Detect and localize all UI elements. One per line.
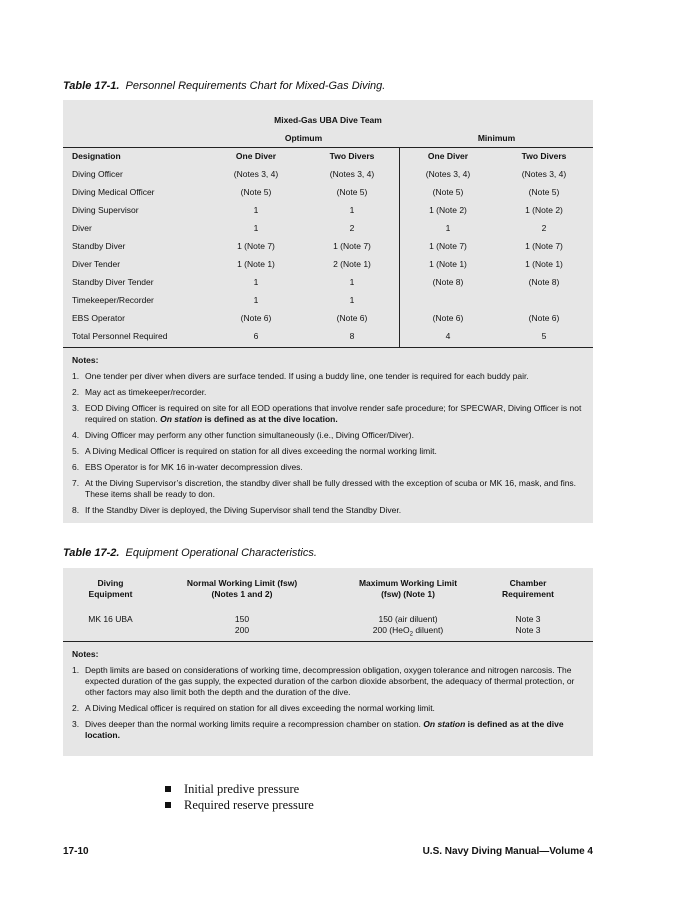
notes-rule xyxy=(63,347,593,348)
header-line: (Notes 1 and 2) xyxy=(211,589,273,599)
cell: (Note 8) xyxy=(528,277,560,287)
value-line xyxy=(328,625,488,641)
cell: (Note 6) xyxy=(432,313,464,323)
cell: 1 xyxy=(349,205,355,215)
note-item xyxy=(72,446,584,457)
optimum-header: Optimum xyxy=(284,133,323,143)
note-text: Diving Officer may perform any other function simultaneously (i.e., Diving Officer/Diver). xyxy=(85,430,414,440)
bullet-square-icon xyxy=(165,802,171,808)
value-part: 200 (HeO xyxy=(372,625,410,635)
note-text: A Diving Medical Officer is required on station for all dives exceeding the normal working limit. xyxy=(85,446,437,456)
cell: Diver Tender xyxy=(72,259,121,269)
note-item xyxy=(72,703,584,714)
table-2-notes xyxy=(72,649,584,746)
cell: (Note 5) xyxy=(336,187,368,197)
table-row xyxy=(63,223,593,241)
note-number: 6. xyxy=(72,462,80,472)
col-normal-working-limit xyxy=(163,578,321,600)
footer-title: U.S. Navy Diving Manual—Volume 4 xyxy=(422,846,593,857)
note-item xyxy=(72,430,584,441)
note-number: 3. xyxy=(72,719,80,729)
col-chamber-requirement xyxy=(483,578,573,600)
notes-rule xyxy=(63,641,593,642)
note-bold: is defined as at the dive location. xyxy=(85,719,564,740)
cell: 1 xyxy=(253,205,259,215)
cell: 1 xyxy=(253,295,259,305)
note-number: 3. xyxy=(72,403,80,413)
list-item xyxy=(165,798,314,814)
table-row xyxy=(63,205,593,223)
cell: 2 xyxy=(541,223,547,233)
note-item xyxy=(72,403,584,425)
header-line: Chamber xyxy=(509,578,547,588)
cell: Total Personnel Required xyxy=(72,331,168,341)
table-row xyxy=(63,169,593,187)
note-text: EBS Operator is for MK 16 in-water decompression dives. xyxy=(85,462,303,472)
cell: Diving Supervisor xyxy=(72,205,139,215)
note-text: At the Diving Supervisor’s discretion, the standby diver shall be fully dressed with the exception of scuba or MK 16, mask, and fins. These items shall be ready to don. xyxy=(85,478,577,499)
cell: 5 xyxy=(541,331,547,341)
minimum-header: Minimum xyxy=(477,133,516,143)
col-min-two-divers: Two Divers xyxy=(521,151,567,161)
note-emphasis: On station xyxy=(160,414,203,424)
value-line: 150 xyxy=(234,614,250,624)
table-row xyxy=(63,277,593,295)
normal-limit-cell xyxy=(163,614,321,636)
note-text: If the Standby Diver is deployed, the Diving Supervisor shall tend the Standby Diver. xyxy=(85,505,402,515)
cell: (Notes 3, 4) xyxy=(521,169,567,179)
value-line: 200 xyxy=(234,625,250,635)
cell: 1 (Note 1) xyxy=(237,259,275,269)
cell: 8 xyxy=(349,331,355,341)
cell: (Notes 3, 4) xyxy=(233,169,279,179)
cell: 4 xyxy=(445,331,451,341)
header-rule xyxy=(63,147,593,148)
note-text: May act as timekeeper/recorder. xyxy=(85,387,207,397)
cell: (Note 5) xyxy=(432,187,464,197)
col-opt-two-divers: Two Divers xyxy=(329,151,375,161)
col-opt-one-diver: One Diver xyxy=(235,151,277,161)
table-row xyxy=(63,187,593,205)
header-line: (fsw) (Note 1) xyxy=(381,589,435,599)
cell: (Notes 3, 4) xyxy=(425,169,471,179)
note-number: 1. xyxy=(72,371,80,381)
table-17-1 xyxy=(63,100,593,523)
header-line: Equipment xyxy=(88,589,133,599)
table-17-1-caption xyxy=(63,80,385,92)
cell: 1 (Note 7) xyxy=(237,241,275,251)
header-line: Maximum Working Limit xyxy=(358,578,458,588)
cell: 6 xyxy=(253,331,259,341)
notes-title: Notes: xyxy=(72,649,99,659)
note-item xyxy=(72,505,584,516)
note-text: Dives deeper than the normal working limits require a recompression chamber on station. xyxy=(85,719,424,729)
col-maximum-working-limit xyxy=(328,578,488,600)
note-bold: is defined as at the dive location. xyxy=(202,414,338,424)
note-item xyxy=(72,478,584,500)
cell: (Note 5) xyxy=(528,187,560,197)
note-item xyxy=(72,665,584,698)
table-1-notes xyxy=(72,355,584,521)
value-line: Note 3 xyxy=(515,625,541,635)
col-diving-equipment xyxy=(63,578,158,600)
cell: Timekeeper/Recorder xyxy=(72,295,154,305)
table-row xyxy=(63,295,593,313)
cell: 1 xyxy=(349,277,355,287)
cell: Diver xyxy=(72,223,92,233)
cell: 2 xyxy=(349,223,355,233)
cell: 1 xyxy=(253,223,259,233)
header-line: Requirement xyxy=(502,589,554,599)
note-number: 8. xyxy=(72,505,80,515)
max-limit-cell xyxy=(328,614,488,641)
cell: (Note 5) xyxy=(240,187,272,197)
cell: 1 xyxy=(253,277,259,287)
value-line: Note 3 xyxy=(515,614,541,624)
caption-label: Table 17-1. xyxy=(63,80,120,92)
cell: 1 (Note 7) xyxy=(525,241,563,251)
note-item xyxy=(72,387,584,398)
bullet-text: Required reserve pressure xyxy=(184,798,314,812)
cell: EBS Operator xyxy=(72,313,125,323)
cell: 1 xyxy=(445,223,451,233)
cell: Standby Diver Tender xyxy=(72,277,154,287)
column-header-row xyxy=(63,151,593,169)
cell: 1 (Note 1) xyxy=(429,259,467,269)
group-header: Mixed-Gas UBA Dive Team xyxy=(274,115,382,125)
table-17-2-caption xyxy=(63,547,317,559)
table-row xyxy=(63,259,593,277)
cell: (Note 6) xyxy=(336,313,368,323)
header-line: Normal Working Limit (fsw) xyxy=(186,578,298,588)
caption-text: Personnel Requirements Chart for Mixed-Gas Diving. xyxy=(125,80,386,92)
value-subscript: 2 xyxy=(409,631,413,638)
cell: (Note 6) xyxy=(240,313,272,323)
table-row xyxy=(63,313,593,331)
caption-text: Equipment Operational Characteristics. xyxy=(125,547,317,559)
note-item xyxy=(72,719,584,741)
cell: Diving Officer xyxy=(72,169,123,179)
cell: 1 (Note 7) xyxy=(429,241,467,251)
note-text: One tender per diver when divers are surface tended. If using a buddy line, one tender is required for each buddy pair. xyxy=(85,371,529,381)
col-designation: Designation xyxy=(72,151,121,161)
chamber-cell xyxy=(483,614,573,636)
note-number: 4. xyxy=(72,430,80,440)
cell: (Notes 3, 4) xyxy=(329,169,375,179)
list-item xyxy=(165,782,314,798)
value-line: 150 (air diluent) xyxy=(378,614,438,624)
cell: (Note 8) xyxy=(432,277,464,287)
header-line: Diving xyxy=(97,578,124,588)
cell: 1 (Note 2) xyxy=(429,205,467,215)
col-min-one-diver: One Diver xyxy=(427,151,469,161)
bullet-text: Initial predive pressure xyxy=(184,782,300,796)
bullet-square-icon xyxy=(165,786,171,792)
note-number: 7. xyxy=(72,478,80,488)
note-number: 2. xyxy=(72,387,80,397)
cell: (Note 6) xyxy=(528,313,560,323)
note-item xyxy=(72,371,584,382)
caption-label: Table 17-2. xyxy=(63,547,120,559)
notes-title: Notes: xyxy=(72,355,99,365)
page-number: 17-10 xyxy=(63,846,89,857)
note-text: A Diving Medical officer is required on station for all dives exceeding the normal working limit. xyxy=(85,703,435,713)
cell: 2 (Note 1) xyxy=(333,259,371,269)
note-text: EOD Diving Officer is required on site for all EOD operations that involve render safe procedure; for SPECWAR, Diving Officer is not required on station. xyxy=(85,403,582,424)
cell: 1 (Note 2) xyxy=(525,205,563,215)
cell: 1 (Note 7) xyxy=(333,241,371,251)
cell: 1 (Note 1) xyxy=(525,259,563,269)
table-row xyxy=(63,241,593,259)
note-number: 2. xyxy=(72,703,80,713)
note-number: 5. xyxy=(72,446,80,456)
table-17-2 xyxy=(63,568,593,756)
cell: Standby Diver xyxy=(72,241,126,251)
equipment-cell: MK 16 UBA xyxy=(88,614,133,624)
note-number: 1. xyxy=(72,665,80,675)
value-part: diluent) xyxy=(412,625,444,635)
cell: 1 xyxy=(349,295,355,305)
cell: Diving Medical Officer xyxy=(72,187,155,197)
note-emphasis: On station xyxy=(423,719,466,729)
note-text: Depth limits are based on considerations of working time, decompression obligation, oxygen tolerance and nitrogen narcosis. The expected duration of the gas supply, the expected duration of the carbon dioxide absorbent, the adequacy of thermal protection, or other factors may also limit both the depth and the duration of the dive. xyxy=(85,665,575,697)
bullet-list xyxy=(165,782,314,814)
note-item xyxy=(72,462,584,473)
